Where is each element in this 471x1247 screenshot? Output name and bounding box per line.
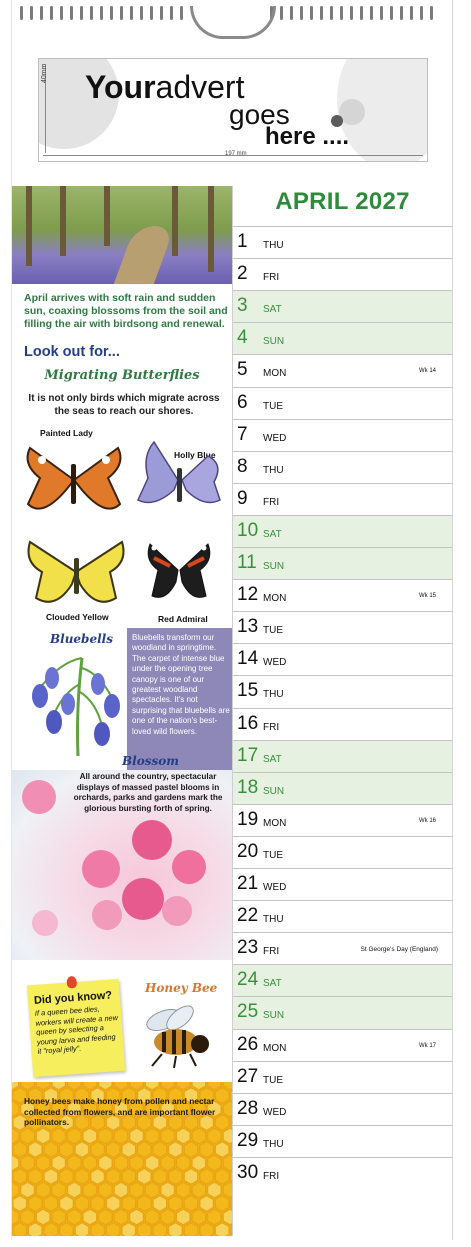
blossom-flower	[172, 850, 206, 884]
honeycomb-cell	[145, 1128, 159, 1144]
day-number: 7	[237, 423, 248, 445]
honeycomb-cell	[91, 1142, 105, 1158]
holly-blue-butterfly-icon	[134, 438, 226, 520]
tree-trunk	[208, 186, 214, 272]
tree-trunk	[104, 186, 110, 246]
honeycomb-cell	[114, 1128, 128, 1144]
blossom-flower	[162, 896, 192, 926]
advert-line-2: goes	[229, 99, 290, 130]
honeycomb-cell	[208, 1209, 222, 1225]
weekday-label: SAT	[263, 304, 282, 316]
honeycomb-cell	[176, 1155, 190, 1171]
weekday-label: SUN	[263, 561, 285, 572]
weekday-label: FRI	[263, 946, 280, 958]
honeycomb-cell	[13, 1223, 27, 1237]
butterfly-label-red-admiral: Red Admiral	[158, 614, 208, 624]
honeycomb-cell	[99, 1155, 113, 1171]
honeycomb-cell	[200, 1223, 214, 1237]
honeycomb-cell	[223, 1209, 232, 1225]
day-number: 16	[237, 712, 259, 734]
weekday-label: THU	[263, 914, 284, 926]
honeycomb-cell	[145, 1182, 159, 1198]
week-number: Wk 16	[418, 817, 436, 824]
honeycomb-cell	[21, 1128, 35, 1144]
honeycomb-cell	[91, 1196, 105, 1212]
binding-ring	[50, 6, 53, 20]
weekday-label: SUN	[263, 336, 285, 348]
day-row[interactable]	[233, 226, 452, 259]
honeycomb-cell	[106, 1196, 120, 1212]
honeycomb-cell	[13, 1196, 27, 1212]
week-number: Wk 15	[418, 593, 436, 600]
day-row[interactable]	[233, 996, 452, 1029]
honeycomb-cell	[215, 1142, 229, 1158]
day-number: 2	[237, 263, 248, 285]
honeycomb-cell	[215, 1169, 229, 1185]
binding-ring	[350, 6, 353, 20]
honey-bee-text: Honey bees make honey from pollen and nectar collected from flowers, and are important flower pollinators.	[24, 1096, 216, 1127]
honeycomb-cell	[130, 1209, 144, 1225]
day-number: 1	[237, 231, 248, 252]
honeycomb-cell	[114, 1209, 128, 1225]
honeycomb-cell	[75, 1223, 89, 1237]
binding-ring	[80, 6, 83, 20]
weekday-label: WED	[263, 432, 287, 444]
blossom-flower	[32, 910, 58, 936]
day-number: 3	[237, 295, 248, 317]
pin-icon	[66, 976, 77, 989]
binding-ring	[120, 6, 123, 20]
did-you-know-note	[27, 979, 125, 1077]
honeycomb-cell	[83, 1155, 97, 1171]
honeycomb-cell	[153, 1142, 167, 1158]
honeycomb-cell	[200, 1142, 214, 1158]
honeycomb-cell	[122, 1223, 136, 1237]
weekday-label: TUE	[263, 625, 283, 637]
day-row[interactable]	[233, 868, 452, 901]
honeycomb-cell	[52, 1182, 66, 1198]
day-row[interactable]	[233, 611, 452, 644]
binding-ring	[420, 6, 423, 20]
honeycomb-cell	[169, 1169, 183, 1185]
binding-ring	[130, 6, 133, 20]
honeycomb-cell	[36, 1209, 50, 1225]
honeycomb-cell	[99, 1209, 113, 1225]
honeycomb-cell	[223, 1101, 232, 1117]
weekday-label: WED	[263, 882, 287, 893]
advert-line-3: here ....	[265, 123, 350, 150]
binding-ring	[100, 6, 103, 20]
honeycomb-cell	[60, 1142, 74, 1158]
day-number: 27	[237, 1065, 259, 1087]
tree-trunk	[172, 186, 178, 256]
advert-box	[38, 58, 428, 162]
binding-ring	[20, 6, 23, 20]
week-number: Wk 17	[418, 1042, 436, 1049]
advert-height-label: 40mm	[41, 63, 48, 83]
binding-ring	[340, 6, 343, 20]
honeycomb-cell	[184, 1142, 198, 1158]
look-out-heading: Look out for...	[24, 344, 120, 360]
advert-word-your: Your	[85, 69, 156, 105]
honey-bee-title: Honey Bee	[145, 981, 218, 995]
honeycomb-cell	[13, 1142, 27, 1158]
day-row[interactable]	[233, 1061, 452, 1094]
binding-ring	[370, 6, 373, 20]
day-number: 22	[237, 905, 259, 927]
binding-ring	[320, 6, 323, 20]
day-row[interactable]	[233, 1029, 452, 1062]
honeycomb-cell	[176, 1182, 190, 1198]
day-number: 17	[237, 744, 259, 766]
day-number: 30	[237, 1161, 259, 1183]
weekday-label: THU	[263, 464, 284, 476]
honeycomb-cell	[67, 1209, 81, 1225]
honeycomb-cell	[60, 1196, 74, 1212]
honeycomb-cell	[215, 1196, 229, 1212]
day-number: 28	[237, 1097, 259, 1119]
honey-bee-icon	[134, 1004, 220, 1070]
honeycomb-cell	[21, 1182, 35, 1198]
day-number: 29	[237, 1129, 259, 1151]
honeycomb-cell	[161, 1182, 175, 1198]
painted-lady-butterfly-icon	[20, 434, 128, 526]
honeycomb-cell	[12, 1128, 19, 1144]
honeycomb-cell	[122, 1169, 136, 1185]
honeycomb-cell	[130, 1128, 144, 1144]
honeycomb-cell	[60, 1223, 74, 1237]
day-row[interactable]	[233, 387, 452, 420]
day-number: 5	[237, 359, 248, 381]
binding-ring	[150, 6, 153, 20]
binding-ring	[280, 6, 283, 20]
did-you-know-text: If a queen bee dies, workers will create a new queen by selecting a young larva and feeding it "royal jelly".	[34, 1004, 119, 1056]
honeycomb-cell	[192, 1182, 206, 1198]
honeycomb-cell	[36, 1128, 50, 1144]
weekday-label: MON	[263, 593, 287, 605]
honeycomb-cell	[114, 1155, 128, 1171]
weekday-label: MON	[263, 817, 287, 829]
day-row[interactable]	[233, 579, 452, 612]
honeycomb-cell	[192, 1128, 206, 1144]
butterfly-label-holly-blue: Holly Blue	[174, 450, 216, 460]
honeycomb-cell	[106, 1142, 120, 1158]
day-number: 25	[237, 1001, 259, 1023]
day-row[interactable]	[233, 675, 452, 708]
bluebells-text: Bluebells transform our woodland in springtime. The carpet of intense blue under the opening tree canopy is one of our greatest woodland spectacles. It's not surprising that bluebells are one of the nation's best-loved wild flowers.	[132, 633, 230, 736]
weekday-label: SAT	[263, 978, 282, 990]
honeycomb-cell	[114, 1182, 128, 1198]
day-row[interactable]	[233, 772, 452, 805]
tree-trunk	[60, 186, 66, 256]
honeycomb-cell	[44, 1223, 58, 1237]
day-row[interactable]	[233, 740, 452, 773]
honeycomb-cell	[130, 1155, 144, 1171]
advert-line-1	[85, 69, 244, 106]
honeycomb-cell	[44, 1142, 58, 1158]
blossom-flower	[122, 878, 164, 920]
honeycomb-cell	[52, 1128, 66, 1144]
honeycomb-cell	[145, 1209, 159, 1225]
weekday-label: WED	[263, 657, 287, 669]
weekday-label: SUN	[263, 785, 285, 797]
weekday-label: TUE	[263, 849, 283, 861]
honeycomb-cell	[184, 1196, 198, 1212]
honeycomb-cell	[106, 1169, 120, 1185]
intro-text: April arrives with soft rain and sudden sun, coaxing blossoms from the soil and filling the air with birdsong and renewal.	[24, 292, 228, 330]
migrating-butterflies-text: It is not only birds which migrate across the seas to reach our shores.	[28, 393, 220, 417]
did-you-know-title: Did you know?	[33, 989, 113, 1007]
day-row[interactable]	[233, 419, 452, 452]
clouded-yellow-butterfly-icon	[24, 536, 128, 612]
day-row[interactable]	[233, 547, 452, 580]
honeycomb-cell	[137, 1169, 151, 1185]
day-number: 19	[237, 808, 259, 830]
day-row[interactable]	[233, 708, 452, 741]
honeycomb-cell	[184, 1169, 198, 1185]
honeycomb-cell	[192, 1155, 206, 1171]
honeycomb-cell	[28, 1223, 42, 1237]
honeycomb-cell	[91, 1223, 105, 1237]
weekday-label: FRI	[263, 496, 280, 508]
binding-ring	[110, 6, 113, 20]
honeycomb-cell	[67, 1155, 81, 1171]
day-number: 24	[237, 969, 259, 991]
binding-ring	[410, 6, 413, 20]
day-number: 15	[237, 680, 259, 702]
honeycomb-cell	[52, 1209, 66, 1225]
honeycomb-cell	[12, 1182, 19, 1198]
honeycomb-cell	[215, 1223, 229, 1237]
honeycomb-cell	[122, 1142, 136, 1158]
day-number: 14	[237, 648, 259, 670]
honeycomb-cell	[21, 1155, 35, 1171]
binding-ring	[390, 6, 393, 20]
binding-ring	[380, 6, 383, 20]
honeycomb-cell	[106, 1223, 120, 1237]
weekday-label: MON	[263, 368, 287, 380]
bluebell-flower-icon	[20, 648, 120, 758]
nature-column	[12, 186, 232, 1236]
day-row[interactable]	[233, 322, 452, 355]
day-number: 20	[237, 840, 259, 862]
month-title: APRIL 2027	[275, 188, 410, 215]
honeycomb-cell	[161, 1128, 175, 1144]
day-number: 9	[237, 487, 248, 509]
binding-ring	[60, 6, 63, 20]
binding-ring	[180, 6, 183, 20]
honeycomb-cell	[91, 1169, 105, 1185]
honeycomb-cell	[52, 1155, 66, 1171]
day-row[interactable]	[233, 258, 452, 291]
honeycomb-cell	[122, 1196, 136, 1212]
day-row[interactable]	[233, 515, 452, 548]
binding-ring	[330, 6, 333, 20]
honeycomb-cell	[21, 1209, 35, 1225]
day-number: 23	[237, 937, 259, 959]
weekday-label: MON	[263, 1042, 287, 1054]
honeycomb-cell	[99, 1182, 113, 1198]
bluebells-panel	[127, 628, 232, 772]
binding-ring	[40, 6, 43, 20]
honeycomb-cell	[169, 1223, 183, 1237]
honeycomb-cell	[161, 1155, 175, 1171]
day-event: St George's Day (England)	[360, 946, 438, 954]
honeycomb-cell	[200, 1196, 214, 1212]
binding-ring	[140, 6, 143, 20]
honeycomb-cell	[12, 1155, 19, 1171]
blossom-title: Blossom	[122, 754, 179, 768]
day-row[interactable]	[233, 1093, 452, 1126]
day-row[interactable]	[233, 804, 452, 837]
honeycomb-cell	[36, 1155, 50, 1171]
day-number: 12	[237, 584, 259, 606]
day-number: 21	[237, 873, 259, 894]
honeycomb-cell	[28, 1169, 42, 1185]
bluebell-wood-image	[12, 186, 232, 284]
blossom-flower	[132, 820, 172, 860]
weekday-label: FRI	[263, 721, 280, 733]
honeycomb-cell	[44, 1196, 58, 1212]
advert-width-label: 197 mm	[225, 151, 247, 157]
honeycomb-cell	[145, 1155, 159, 1171]
binding-ring	[300, 6, 303, 20]
migrating-butterflies-title: Migrating Butterflies	[44, 368, 200, 383]
day-row[interactable]	[233, 932, 452, 965]
day-row[interactable]	[233, 354, 452, 387]
honeycomb-cell	[192, 1209, 206, 1225]
day-number: 8	[237, 455, 248, 477]
day-number: 18	[237, 776, 259, 798]
day-row[interactable]	[233, 836, 452, 869]
day-number: 26	[237, 1033, 259, 1055]
binding-ring	[360, 6, 363, 20]
binding-ring	[90, 6, 93, 20]
honeycomb-cell	[200, 1169, 214, 1185]
honeycomb-cell	[153, 1223, 167, 1237]
honeycomb-cell	[75, 1169, 89, 1185]
tree-trunk	[26, 186, 32, 266]
honeycomb-cell	[153, 1196, 167, 1212]
honeycomb-cell	[161, 1209, 175, 1225]
weekday-label: THU	[263, 1138, 284, 1150]
honeycomb-cell	[137, 1196, 151, 1212]
honeycomb-cell	[36, 1182, 50, 1198]
honeycomb-cell	[28, 1196, 42, 1212]
blossom-flower	[82, 850, 120, 888]
red-admiral-butterfly-icon	[144, 538, 214, 606]
honeycomb-cell	[99, 1128, 113, 1144]
honeycomb-cell	[223, 1155, 232, 1171]
honeycomb-cell	[153, 1169, 167, 1185]
intro-panel	[12, 284, 232, 346]
advert-word-advert: advert	[155, 69, 245, 105]
honeycomb-cell	[83, 1128, 97, 1144]
binding-ring	[430, 6, 433, 20]
honeycomb-cell	[12, 1209, 19, 1225]
weekday-label: TUE	[263, 400, 283, 412]
honeycomb-cell	[176, 1209, 190, 1225]
blossom-text: All around the country, spectacular displays of massed pastel blooms in orchards, parks and gardens mark the glorious bursting forth of spring.	[73, 772, 223, 813]
honeycomb-cell	[75, 1142, 89, 1158]
weekday-label: SAT	[263, 528, 282, 540]
day-row[interactable]	[233, 900, 452, 933]
blossom-flower	[22, 780, 56, 814]
binding-ring	[310, 6, 313, 20]
binding-ring	[70, 6, 73, 20]
weekday-label: THU	[263, 240, 284, 251]
day-number: 4	[237, 327, 248, 349]
day-row[interactable]	[233, 483, 452, 516]
day-row[interactable]	[233, 1125, 452, 1158]
woodland-path	[113, 226, 175, 284]
weekday-label: FRI	[263, 272, 280, 284]
blossom-flower	[92, 900, 122, 930]
bluebells-title: Bluebells	[50, 632, 113, 646]
honeycomb-cell	[208, 1155, 222, 1171]
day-row[interactable]	[233, 451, 452, 484]
day-number: 10	[237, 519, 259, 541]
honeycomb-cell	[44, 1169, 58, 1185]
honeycomb-cell	[83, 1209, 97, 1225]
honeycomb-cell	[208, 1128, 222, 1144]
honeycomb-cell	[83, 1182, 97, 1198]
honeycomb-cell	[13, 1169, 27, 1185]
weekday-label: TUE	[263, 1074, 283, 1086]
day-row[interactable]	[233, 964, 452, 997]
honeycomb-cell	[137, 1223, 151, 1237]
calendar-grid	[232, 186, 452, 1236]
day-row[interactable]	[233, 290, 452, 323]
day-row[interactable]	[233, 643, 452, 676]
weekday-label: FRI	[263, 1170, 280, 1182]
honeycomb-cell	[12, 1101, 19, 1117]
binding-ring	[170, 6, 173, 20]
honeycomb-cell	[75, 1196, 89, 1212]
day-row[interactable]	[233, 1157, 452, 1190]
weekday-label: THU	[263, 689, 284, 701]
honeycomb-cell	[28, 1142, 42, 1158]
binding-ring	[400, 6, 403, 20]
week-number: Wk 14	[418, 368, 436, 375]
honeycomb-cell	[176, 1128, 190, 1144]
weekday-label: WED	[263, 1106, 287, 1118]
butterfly-label-painted-lady: Painted Lady	[40, 428, 93, 438]
weekday-label: SUN	[263, 1010, 285, 1022]
day-number: 6	[237, 391, 248, 413]
day-number: 11	[237, 552, 257, 573]
honeycomb-cell	[137, 1142, 151, 1158]
honeycomb-cell	[223, 1128, 232, 1144]
honeycomb-cell	[169, 1196, 183, 1212]
honeycomb-cell	[60, 1169, 74, 1185]
honeycomb-cell	[130, 1182, 144, 1198]
honeycomb-cell	[67, 1182, 81, 1198]
honeycomb-cell	[67, 1128, 81, 1144]
honeycomb-cell	[169, 1142, 183, 1158]
binding-ring	[160, 6, 163, 20]
butterfly-label-clouded-yellow: Clouded Yellow	[46, 612, 109, 622]
day-number: 13	[237, 616, 259, 638]
weekday-label: SAT	[263, 753, 282, 765]
binding-ring	[30, 6, 33, 20]
honeycomb-cell	[208, 1182, 222, 1198]
honeycomb-cell	[223, 1182, 232, 1198]
binding-ring	[290, 6, 293, 20]
honeycomb-cell	[184, 1223, 198, 1237]
